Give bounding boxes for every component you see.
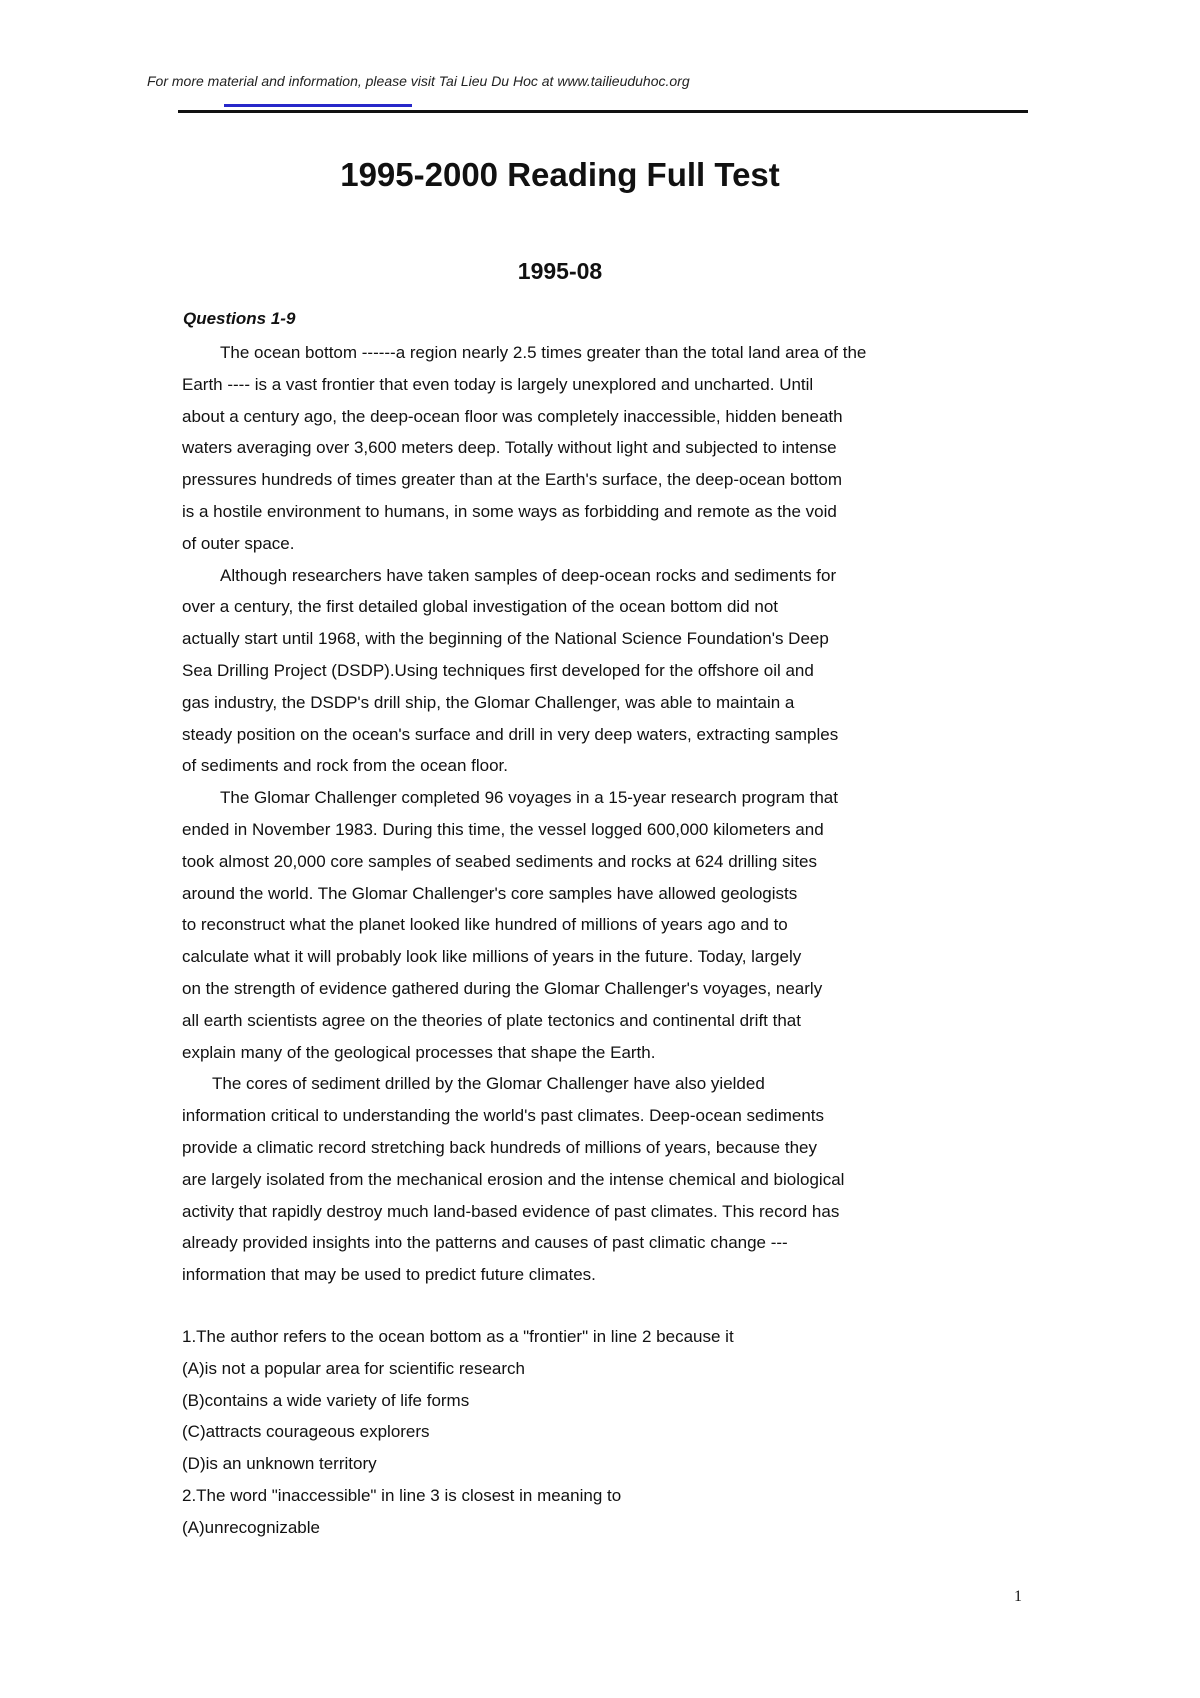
passage-line: The cores of sediment drilled by the Glomar Challenger have also yielded xyxy=(212,1074,765,1094)
passage-line: took almost 20,000 core samples of seabed sediments and rocks at 624 drilling sites xyxy=(182,851,818,871)
passage-line: already provided insights into the patterns and causes of past climatic change --- xyxy=(182,1233,788,1253)
passage-line: around the world. The Glomar Challenger's core samples have allowed geologists xyxy=(182,883,798,903)
passage-line: all earth scientists agree on the theories of plate tectonics and continental drift that xyxy=(182,1010,801,1030)
header-accent-line xyxy=(224,104,412,107)
answer-option: (B)contains a wide variety of life forms xyxy=(182,1390,470,1410)
passage-line: actually start until 1968, with the beginning of the National Science Foundation's Deep xyxy=(182,629,829,649)
answer-option: (D)is an unknown territory xyxy=(182,1454,377,1474)
passage-line: information critical to understanding the world's past climates. Deep-ocean sediments xyxy=(182,1106,825,1126)
question-stem: 1.The author refers to the ocean bottom as a "frontier" in line 2 because it xyxy=(182,1326,734,1346)
passage-line: The ocean bottom ------a region nearly 2.5 times greater than the total land area of the xyxy=(220,343,867,362)
passage-line: of sediments and rock from the ocean floor. xyxy=(182,756,509,776)
answer-option: (A)is not a popular area for scientific research xyxy=(182,1358,525,1378)
question-stem: 2.The word "inaccessible" in line 3 is closest in meaning to xyxy=(182,1485,622,1505)
section-spacer xyxy=(182,1291,982,1321)
passage-line: to reconstruct what the planet looked like hundred of millions of years ago and to xyxy=(182,915,788,935)
passage-line: on the strength of evidence gathered during the Glomar Challenger's voyages, nearly xyxy=(182,978,823,998)
page-number: 1 xyxy=(1014,1588,1022,1605)
answer-option: (C)attracts courageous explorers xyxy=(182,1422,430,1442)
passage-line: Although researchers have taken samples of deep-ocean rocks and sediments for xyxy=(220,565,837,585)
passage-line: activity that rapidly destroy much land-based evidence of past climates. This record has xyxy=(182,1201,840,1221)
passage-line: is a hostile environment to humans, in some ways as forbidding and remote as the void xyxy=(182,501,837,521)
questions-heading: Questions 1-9 xyxy=(183,309,296,328)
reading-passage xyxy=(182,337,982,1543)
passage-line: explain many of the geological processes that shape the Earth. xyxy=(182,1042,656,1062)
passage-line: Sea Drilling Project (DSDP).Using techniques first developed for the offshore oil and xyxy=(182,660,814,680)
answer-option: (A)unrecognizable xyxy=(182,1517,320,1537)
passage-line: steady position on the ocean's surface and drill in very deep waters, extracting samples xyxy=(182,724,839,744)
passage-line: over a century, the first detailed global investigation of the ocean bottom did not xyxy=(182,597,778,617)
passage-line: are largely isolated from the mechanical erosion and the intense chemical and biological xyxy=(182,1169,845,1189)
passage-line: of outer space. xyxy=(182,533,295,553)
test-code-heading: 1995-08 xyxy=(517,258,603,284)
passage-line: The Glomar Challenger completed 96 voyages in a 15-year research program that xyxy=(220,788,838,808)
header-rule xyxy=(178,110,1028,113)
passage-line: about a century ago, the deep-ocean floor was completely inaccessible, hidden beneath xyxy=(182,406,843,426)
passage-line: Earth ---- is a vast frontier that even today is largely unexplored and uncharted. Until xyxy=(182,374,814,394)
passage-line: pressures hundreds of times greater than at the Earth's surface, the deep-ocean bottom xyxy=(182,470,843,490)
passage-line: calculate what it will probably look like millions of years in the future. Today, largely xyxy=(182,947,802,967)
passage-line: information that may be used to predict future climates. xyxy=(182,1265,596,1285)
passage-line: ended in November 1983. During this time, the vessel logged 600,000 kilometers and xyxy=(182,819,824,839)
document-title: 1995-2000 Reading Full Test xyxy=(340,156,780,193)
header-note: For more material and information, please visit Tai Lieu Du Hoc at www.tailieuduhoc.org xyxy=(147,73,690,89)
passage-line: provide a climatic record stretching back hundreds of millions of years, because they xyxy=(182,1137,817,1157)
passage-line: waters averaging over 3,600 meters deep. Totally without light and subjected to intense xyxy=(182,438,837,458)
passage-line: gas industry, the DSDP's drill ship, the Glomar Challenger, was able to maintain a xyxy=(182,692,795,712)
